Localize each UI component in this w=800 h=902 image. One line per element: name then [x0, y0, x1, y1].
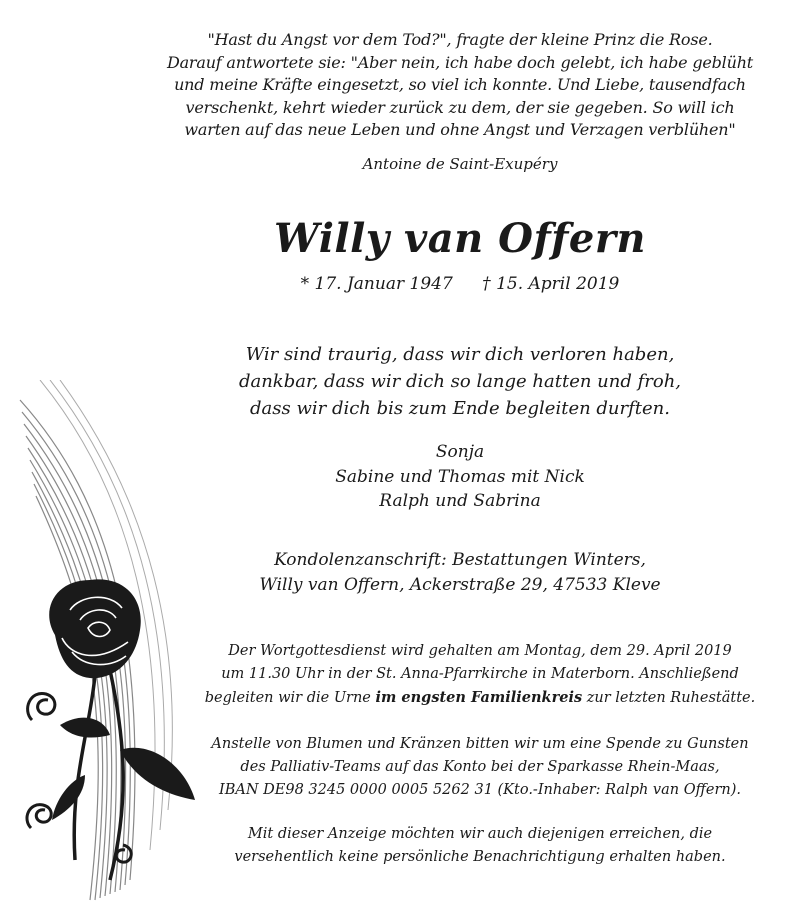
rose-icon — [0, 380, 210, 902]
service-emphasis: im engsten Familienkreis — [375, 689, 583, 706]
family-block — [150, 440, 770, 514]
deceased-name: Willy van Offern — [273, 215, 646, 262]
quote-line: verschenkt, kehrt wieder zurück zu dem, der sie gegeben. So will ich — [185, 97, 735, 117]
death-date: † 15. April 2019 — [482, 274, 620, 294]
donation-line: des Palliativ-Teams auf das Konto bei der Sparkasse Rhein-Maas, — [240, 759, 720, 775]
life-dates — [150, 274, 770, 294]
service-line — [190, 686, 770, 710]
address-line: Kondolenzanschrift: Bestattungen Winters, — [274, 550, 646, 570]
poem-line: dankbar, dass wir dich so lange hatten und froh, — [238, 371, 682, 392]
donation-line: IBAN DE98 3245 0000 0005 5262 31 (Kto.-Inhaber: Ralph van Offern). — [219, 782, 741, 798]
service-text: zur letzten Ruhestätte. — [582, 690, 756, 706]
service-line: um 11.30 Uhr in der St. Anna-Pfarrkirche in Materborn. Anschließend — [221, 666, 739, 682]
family-line: Sonja — [435, 442, 485, 462]
quote-author: Antoine de Saint-Exupéry — [362, 155, 558, 173]
quote-line: Darauf antwortete sie: "Aber nein, ich habe doch gelebt, ich habe geblüht — [166, 52, 754, 72]
service-line: Der Wortgottesdienst wird gehalten am Montag, dem 29. April 2019 — [228, 643, 732, 659]
quote-line: warten auf das neue Leben und ohne Angst und Verzagen verblühen" — [184, 120, 736, 139]
quote-block — [150, 29, 770, 142]
birth-date: * 17. Januar 1947 — [300, 274, 453, 294]
address-line: Willy van Offern, Ackerstraße 29, 47533 Kleve — [259, 575, 661, 595]
poem-line: Wir sind traurig, dass wir dich verloren haben, — [245, 344, 675, 365]
poem-line: dass wir dich bis zum Ende begleiten durften. — [250, 398, 670, 419]
closing-note — [190, 823, 770, 869]
service-info — [190, 640, 770, 710]
closing-line: Mit dieser Anzeige möchten wir auch diejenigen erreichen, die — [247, 826, 713, 842]
condolence-address — [150, 548, 770, 598]
family-line: Sabine und Thomas mit Nick — [335, 466, 585, 487]
family-line: Ralph und Sabrina — [379, 491, 541, 511]
donation-info — [190, 733, 770, 802]
poem-block — [150, 341, 770, 422]
service-text: begleiten wir die Urne — [204, 690, 376, 706]
donation-line: Anstelle von Blumen und Kränzen bitten wir um eine Spende zu Gunsten — [211, 736, 749, 752]
quote-line: und meine Kräfte eingesetzt, so viel ich konnte. Und Liebe, tausendfach — [174, 75, 746, 94]
closing-line: versehentlich keine persönliche Benachrichtigung erhalten haben. — [234, 849, 726, 865]
quote-line: "Hast du Angst vor dem Tod?", fragte der kleine Prinz die Rose. — [207, 30, 713, 49]
